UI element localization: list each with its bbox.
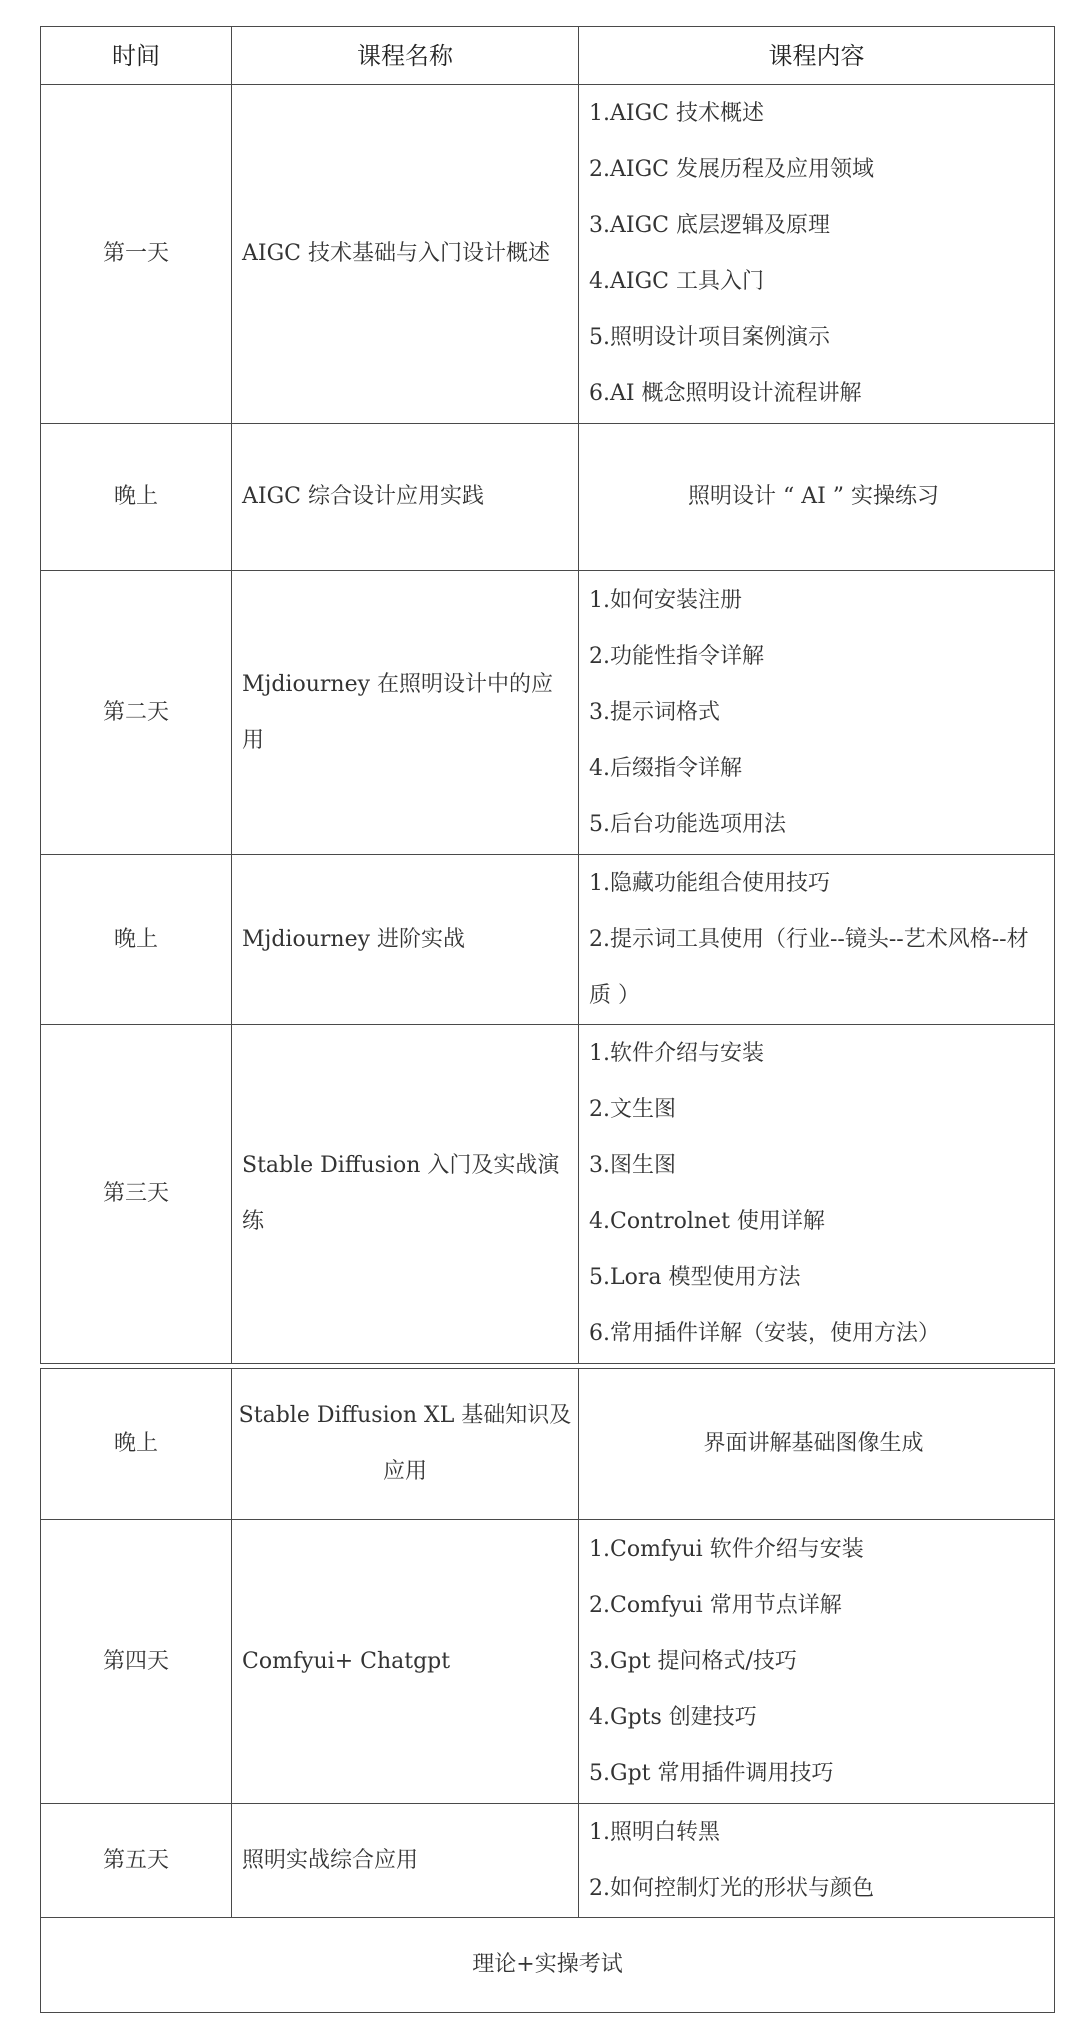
row-course-content: 界面讲解基础图像生成 xyxy=(579,1369,1055,1520)
content-item: 6.AI 概念照明设计流程讲解 xyxy=(589,381,862,406)
table-row xyxy=(41,571,1055,855)
row-course-name xyxy=(232,1369,579,1520)
row-time: 晚上 xyxy=(41,424,232,571)
row-course-name xyxy=(232,85,579,424)
row-course-content xyxy=(579,1804,1055,1918)
content-item: 1.如何安装注册 xyxy=(589,587,742,613)
content-item: 2.如何控制灯光的形状与颜色 xyxy=(589,1875,874,1901)
table-row xyxy=(41,855,1055,1025)
row-time: 第一天 xyxy=(41,85,232,424)
content-item: 5.后台功能选项用法 xyxy=(589,811,786,837)
content-item: 5.Gpt 常用插件调用技巧 xyxy=(589,1760,834,1786)
header-time: 时间 xyxy=(41,27,232,85)
content-item: 4.Gpts 创建技巧 xyxy=(589,1704,757,1730)
content-item: 6.常用插件详解（安装，使用方法） xyxy=(589,1321,940,1346)
course-name-text: Stable Diffusion 入门及实战演练 xyxy=(242,1153,560,1234)
content-item: 1.AIGC 技术概述 xyxy=(589,101,764,126)
row-time: 晚上 xyxy=(41,1369,232,1520)
content-item: 2.提示词工具使用（行业--镜头--艺术风格--材质 ） xyxy=(589,926,1029,1008)
row-course-content xyxy=(579,1025,1055,1364)
content-item: 1.软件介绍与安装 xyxy=(589,1041,764,1066)
row-time: 第五天 xyxy=(41,1804,232,1918)
table-header-row xyxy=(41,27,1055,85)
course-name-text: Mjdiourney 在照明设计中的应用 xyxy=(242,671,554,753)
content-item: 3.Gpt 提问格式/技巧 xyxy=(589,1648,797,1674)
row-course-content xyxy=(579,85,1055,424)
table-row xyxy=(41,1025,1055,1364)
row-time: 晚上 xyxy=(41,855,232,1025)
table-footer-row xyxy=(41,1918,1055,2013)
content-item: 2.Comfyui 常用节点详解 xyxy=(589,1592,842,1618)
header-course-name: 课程名称 xyxy=(232,27,579,85)
content-item: 2.文生图 xyxy=(589,1097,676,1122)
exam-cell: 理论+实操考试 xyxy=(41,1918,1055,2013)
content-item: 1.隐藏功能组合使用技巧 xyxy=(589,870,830,896)
content-item: 5.照明设计项目案例演示 xyxy=(589,325,830,350)
table-row xyxy=(41,1804,1055,1918)
row-time: 第三天 xyxy=(41,1025,232,1364)
content-item: 4.后缀指令详解 xyxy=(589,755,742,781)
table-row xyxy=(41,85,1055,424)
row-course-name xyxy=(232,571,579,855)
table-row xyxy=(41,424,1055,571)
row-course-name: Comfyui+ Chatgpt xyxy=(232,1520,579,1804)
course-schedule-table xyxy=(40,26,1055,2013)
content-item: 3.提示词格式 xyxy=(589,699,720,725)
content-item: 1.Comfyui 软件介绍与安装 xyxy=(589,1536,864,1562)
content-item: 2.功能性指令详解 xyxy=(589,643,764,669)
row-course-name: 照明实战综合应用 xyxy=(232,1804,579,1918)
row-course-content xyxy=(579,571,1055,855)
row-course-content xyxy=(579,855,1055,1025)
row-course-name: AIGC 综合设计应用实践 xyxy=(232,424,579,571)
row-course-name: Mjdiourney 进阶实战 xyxy=(232,855,579,1025)
course-name-text: AIGC 技术基础与入门设计概述 xyxy=(242,241,550,266)
content-item: 4.Controlnet 使用详解 xyxy=(589,1209,825,1234)
content-item: 5.Lora 模型使用方法 xyxy=(589,1265,801,1290)
content-item: 2.AIGC 发展历程及应用领域 xyxy=(589,157,874,182)
table-row xyxy=(41,1520,1055,1804)
content-item: 3.图生图 xyxy=(589,1153,676,1178)
row-time: 第四天 xyxy=(41,1520,232,1804)
content-item: 1.照明白转黑 xyxy=(589,1819,720,1845)
course-name-text: Stable Diffusion XL 基础知识及应用 xyxy=(238,1403,572,1484)
content-item: 3.AIGC 底层逻辑及原理 xyxy=(589,213,830,238)
table-row xyxy=(41,1369,1055,1520)
row-course-content: 照明设计 “ AI ” 实操练习 xyxy=(579,424,1055,571)
header-course-content: 课程内容 xyxy=(579,27,1055,85)
row-course-name xyxy=(232,1025,579,1364)
content-item: 4.AIGC 工具入门 xyxy=(589,269,764,294)
row-course-content xyxy=(579,1520,1055,1804)
row-time: 第二天 xyxy=(41,571,232,855)
